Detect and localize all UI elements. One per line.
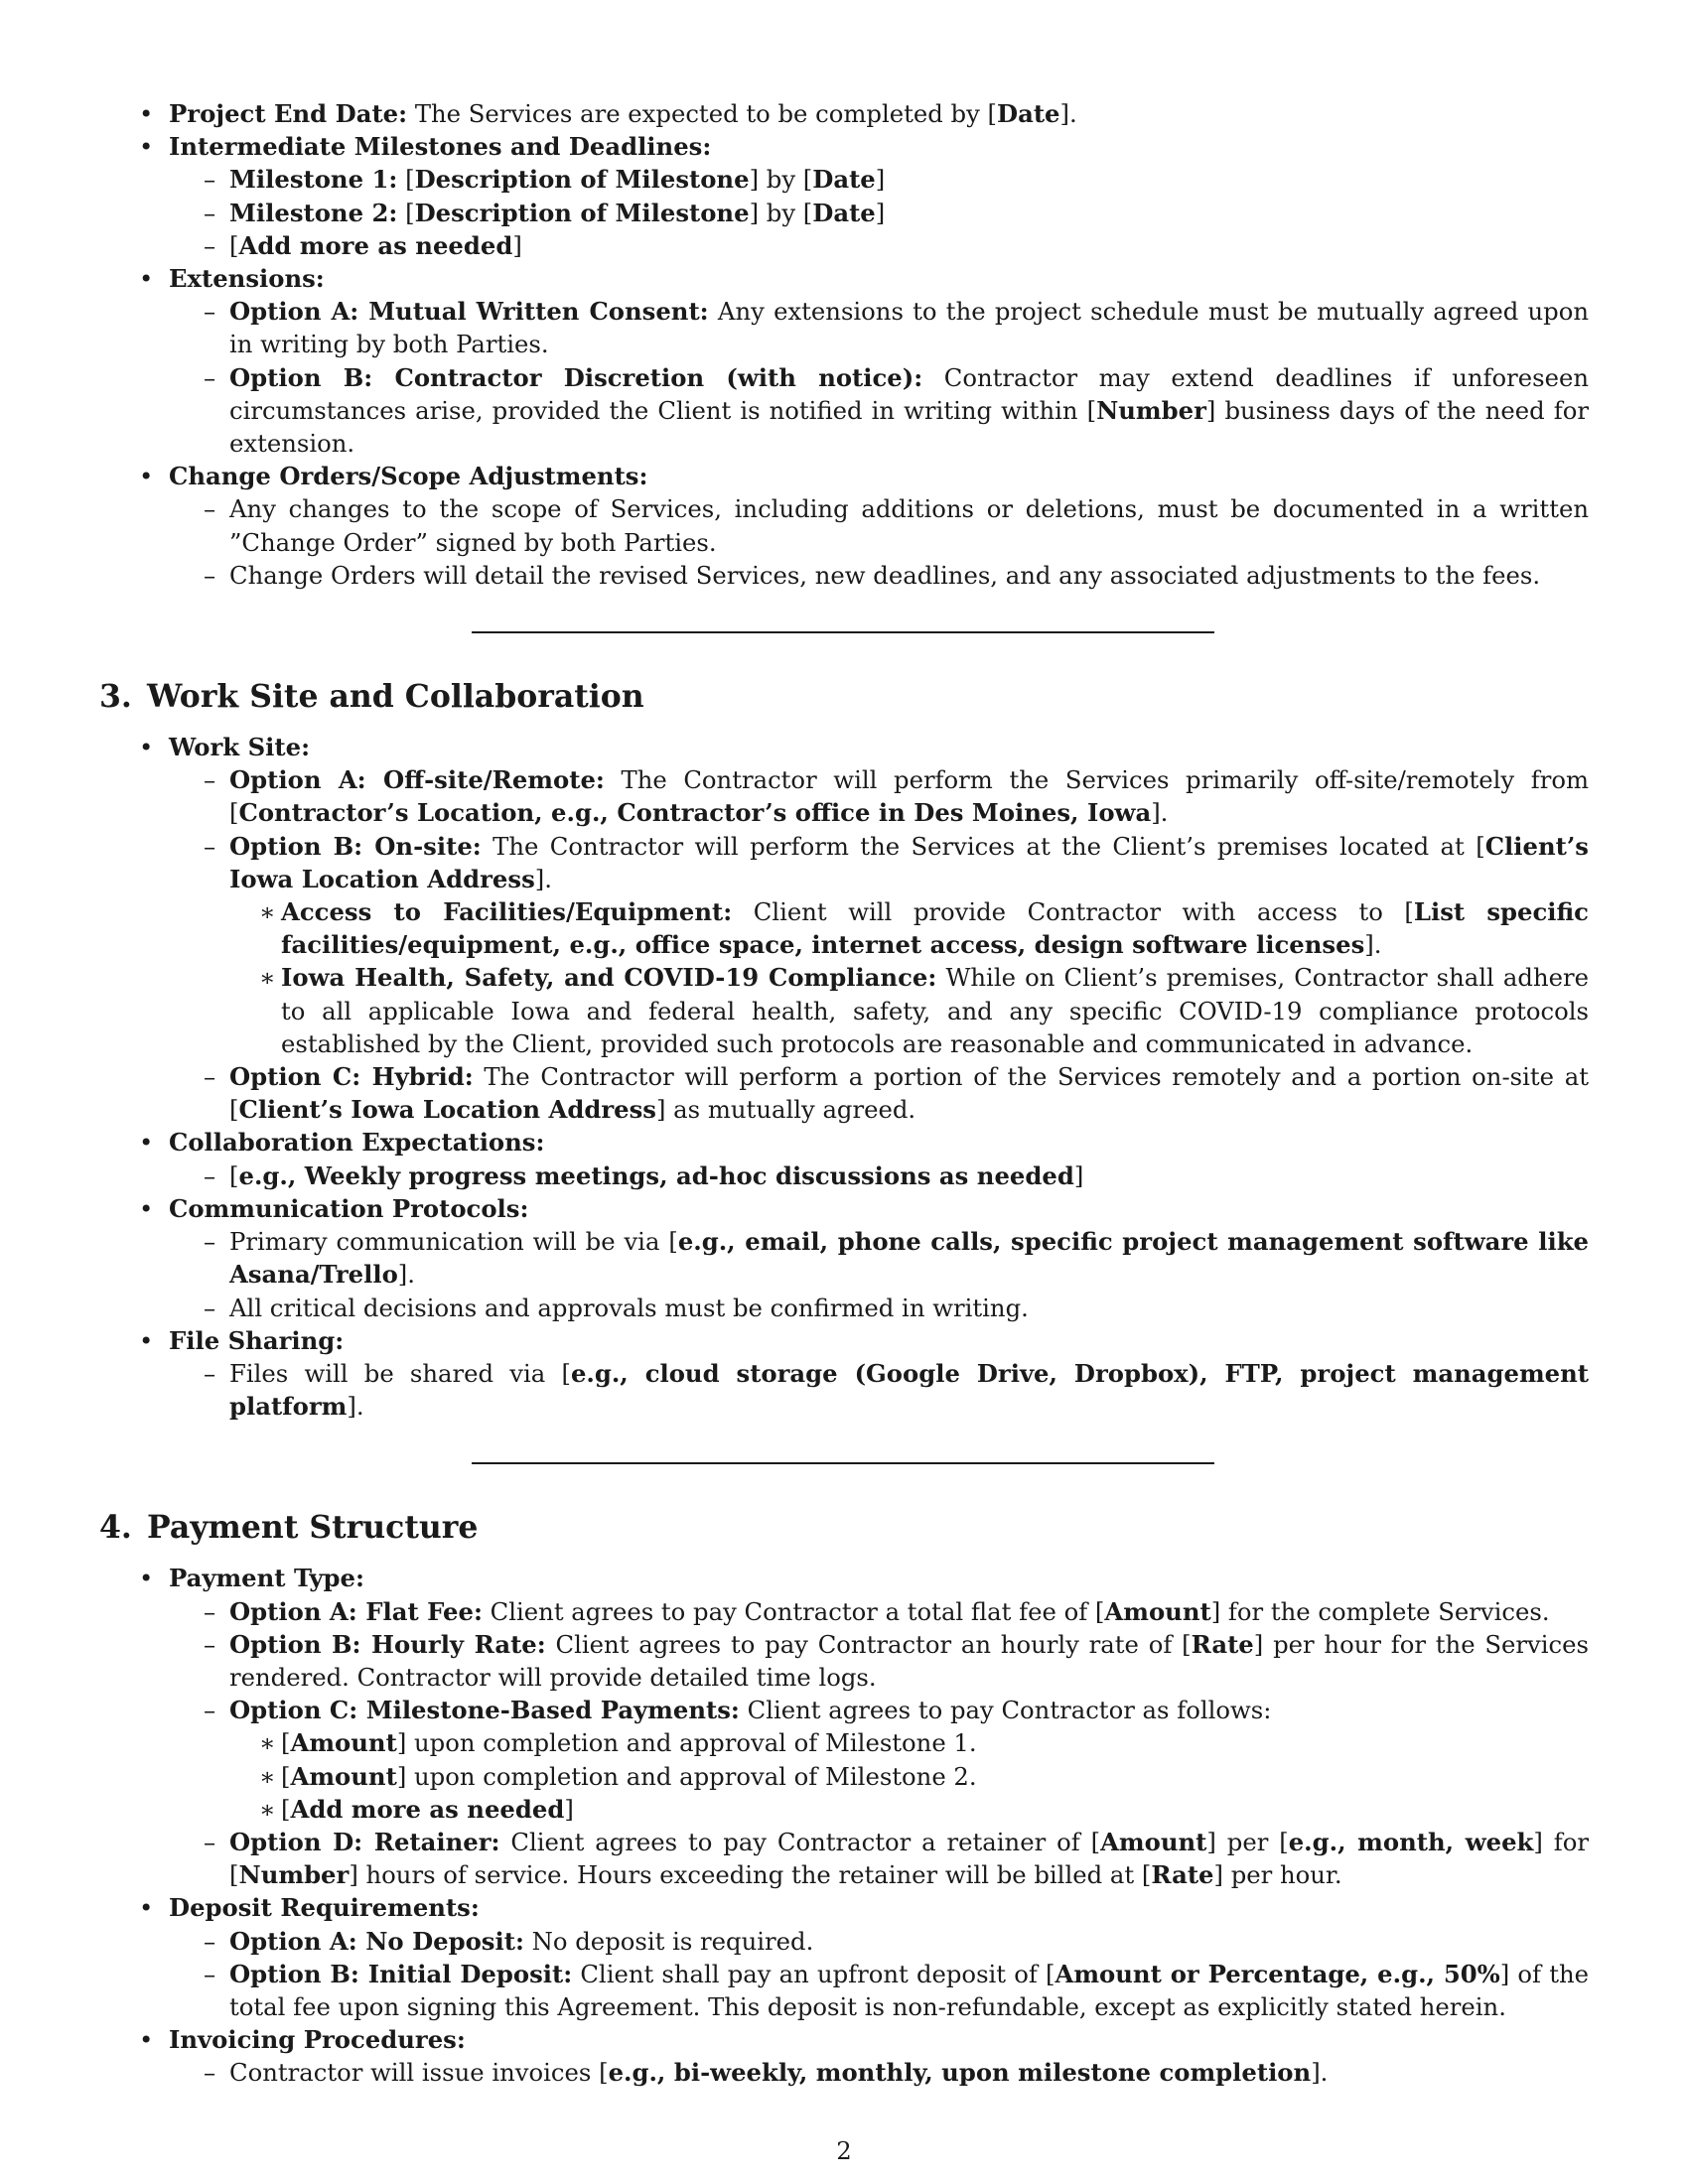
section-4-list — [99, 1562, 1589, 2089]
item-label: Intermediate Milestones and Deadlines: — [169, 132, 712, 162]
project-end-date-item — [99, 97, 1589, 130]
item-text: ]. — [347, 1392, 364, 1422]
item-label: Option B: Initial Deposit: — [229, 1959, 573, 1988]
placeholder: Contractor’s Location, e.g., Contractor’s office in Des Moines, Iowa — [238, 798, 1152, 828]
placeholder: Amount or Percentage, e.g., 50% — [1055, 1959, 1500, 1988]
milestone-1-item — [169, 163, 1589, 196]
extension-option-b — [169, 361, 1589, 461]
file-sharing-sublist — [169, 1357, 1589, 1423]
file-sharing-detail — [169, 1357, 1589, 1423]
communication-sublist — [169, 1225, 1589, 1324]
collaboration-item — [99, 1126, 1589, 1191]
on-site-sublist — [229, 895, 1589, 1060]
milestone-payment-2 — [229, 1760, 1589, 1793]
work-site-option-c — [169, 1060, 1589, 1126]
placeholder: Date — [812, 198, 876, 227]
item-text: Client agrees to pay Contractor as follows: — [739, 1696, 1272, 1725]
section-number: 3. — [99, 678, 132, 716]
section-3-list — [99, 731, 1589, 1423]
extensions-sublist — [169, 295, 1589, 460]
item-label: Work Site: — [169, 733, 311, 762]
milestones-sublist — [169, 163, 1589, 262]
item-text: Client agrees to pay Contractor an hourly rate of [ — [545, 1629, 1192, 1659]
placeholder: Amount — [290, 1728, 397, 1758]
placeholder: Description of Milestone — [414, 165, 750, 195]
page-number: 2 — [836, 2136, 852, 2165]
change-order-rule-2: – Change Orders will detail the revised Services, new deadlines, and any associated adjustments to the fees. — [169, 559, 1589, 592]
section-4-heading — [99, 1508, 1589, 1548]
item-label: Option A: No Deposit: — [229, 1926, 524, 1956]
item-text: ]. — [534, 864, 552, 893]
item-text: Client agrees to pay Contractor a total flat fee of [ — [482, 1596, 1105, 1626]
item-text: [ — [281, 1728, 291, 1758]
placeholder: Add more as needed — [290, 1794, 565, 1824]
item-text: ] hours of service. Hours exceeding the retainer will be billed at [ — [349, 1860, 1152, 1890]
work-site-sublist — [169, 763, 1589, 1126]
item-text: Files will be shared via [ — [229, 1358, 571, 1388]
item-label: Milestone 2: — [229, 198, 398, 227]
communication-primary — [169, 1225, 1589, 1291]
item-text: [ — [397, 198, 415, 227]
facilities-access-item — [229, 895, 1589, 961]
item-label: Option B: On-site: — [229, 831, 482, 861]
section-title: Work Site and Collaboration — [147, 678, 644, 716]
item-label: Deposit Requirements: — [169, 1893, 480, 1923]
item-text: The Contractor will perform a portion of the Services remotely and a portion on-site at [ — [229, 1062, 1589, 1125]
work-site-option-a — [169, 763, 1589, 829]
change-order-rule-1: – Any changes to the scope of Services, including additions or deletions, must be documented in a written ”Change Order” signed by both Parties. — [169, 492, 1589, 558]
placeholder: Number — [1096, 395, 1206, 425]
item-label: Project End Date: — [169, 99, 408, 128]
payment-type-item — [99, 1562, 1589, 1891]
item-label: Option A: Flat Fee: — [229, 1596, 483, 1626]
section-number: 4. — [99, 1509, 132, 1547]
placeholder: Amount — [290, 1761, 397, 1791]
placeholder: Description of Milestone — [414, 198, 750, 227]
item-text: Primary communication will be via [ — [229, 1227, 678, 1257]
file-sharing-item — [99, 1324, 1589, 1424]
item-text: [ — [397, 165, 415, 195]
deposit-option-a — [169, 1925, 1589, 1958]
item-label: Option A: Off-site/Remote: — [229, 765, 605, 795]
placeholder: Date — [812, 165, 876, 195]
payment-option-d — [169, 1826, 1589, 1891]
placeholder: e.g., bi-weekly, monthly, upon milestone completion — [608, 2058, 1312, 2088]
placeholder: Number — [238, 1860, 350, 1890]
item-text: ] — [512, 230, 522, 260]
placeholder: e.g., Weekly progress meetings, ad-hoc discussions as needed — [238, 1160, 1074, 1190]
item-text: Client will provide Contractor with access to [ — [732, 897, 1414, 927]
item-text: Client shall pay an upfront deposit of [ — [572, 1959, 1055, 1988]
item-label: Option C: Milestone-Based Payments: — [229, 1696, 740, 1725]
item-text: ] per hour for the Services rendered. Contractor will provide detailed time logs. — [229, 1629, 1589, 1692]
health-safety-item — [229, 961, 1589, 1060]
item-text: [ — [281, 1794, 291, 1824]
deposit-sublist — [169, 1925, 1589, 2024]
extensions-item — [99, 262, 1589, 460]
milestone-payment-more — [229, 1793, 1589, 1826]
item-text: Client agrees to pay Contractor a retainer of [ — [499, 1827, 1101, 1856]
item-text: ] — [875, 198, 886, 227]
item-text: [ — [229, 230, 239, 260]
item-text: ] per hour. — [1213, 1860, 1342, 1890]
payment-option-b — [169, 1628, 1589, 1694]
item-label: Milestone 1: — [229, 165, 398, 195]
extension-option-a — [169, 295, 1589, 360]
invoicing-item — [99, 2023, 1589, 2089]
item-text: ] upon completion and approval of Milestone 1. — [396, 1728, 977, 1758]
communication-confirmation: – All critical decisions and approvals must be confirmed in writing. — [169, 1292, 1589, 1324]
work-site-option-b — [169, 830, 1589, 1060]
item-text: ] business days of the need for extension. — [229, 395, 1589, 459]
item-text: No deposit is required. — [523, 1926, 814, 1956]
section-divider — [472, 631, 1214, 633]
placeholder: List specific facilities/equipment, e.g., office space, internet access, design software licenses — [281, 897, 1589, 960]
placeholder: e.g., cloud storage (Google Drive, Dropbox), FTP, project management platform — [229, 1358, 1589, 1422]
invoicing-detail — [169, 2056, 1589, 2089]
placeholder: Amount — [1104, 1596, 1211, 1626]
payment-type-sublist — [169, 1595, 1589, 1892]
milestone-payments-sublist — [229, 1726, 1589, 1826]
item-text: ] for [ — [229, 1827, 1589, 1890]
item-label: Option D: Retainer: — [229, 1827, 500, 1856]
item-label: Option B: Contractor Discretion (with notice): — [229, 362, 923, 392]
item-text: ] by [ — [749, 165, 813, 195]
item-text: ] — [875, 165, 886, 195]
placeholder: Client’s Iowa Location Address — [229, 831, 1589, 893]
placeholder: Rate — [1151, 1860, 1214, 1890]
section-divider — [472, 1462, 1214, 1464]
collaboration-detail — [169, 1160, 1589, 1192]
section-title: Payment Structure — [147, 1509, 479, 1547]
item-text: ] upon completion and approval of Milestone 2. — [396, 1761, 977, 1791]
item-text: ]. — [1151, 798, 1169, 828]
change-orders-sublist — [169, 492, 1589, 592]
item-text: [ — [281, 1761, 291, 1791]
item-text: Contractor will issue invoices [ — [229, 2058, 609, 2088]
item-label: Iowa Health, Safety, and COVID-19 Compliance: — [281, 963, 937, 993]
item-text: [ — [229, 1160, 239, 1190]
item-text: ]. — [1059, 99, 1077, 128]
payment-option-c — [169, 1694, 1589, 1826]
item-text: ] — [1073, 1160, 1084, 1190]
payment-option-a — [169, 1595, 1589, 1628]
placeholder: Add more as needed — [238, 230, 513, 260]
placeholder: Client’s Iowa Location Address — [238, 1095, 656, 1125]
item-text: While on Client’s premises, Contractor shall adhere to all applicable Iowa and federal health, safety, and any specific COVID-19 compliance protocols established by the Client, provided such protocols are reasonable and communicated in advance. — [281, 963, 1589, 1058]
item-text: ]. — [1364, 930, 1382, 960]
placeholder: e.g., email, phone calls, specific project management software like Asana/Trello — [229, 1227, 1589, 1290]
change-orders-item — [99, 460, 1589, 592]
milestone-2-item — [169, 197, 1589, 229]
item-text: ] for the complete Services. — [1210, 1596, 1550, 1626]
item-text: Any extensions to the project schedule must be mutually agreed upon in writing by both Parties. — [229, 297, 1589, 359]
item-label: File Sharing: — [169, 1325, 345, 1355]
item-text: ] of the total fee upon signing this Agreement. This deposit is non-refundable, except as explicitly stated herein. — [229, 1959, 1589, 2021]
placeholder: e.g., month, week — [1288, 1827, 1534, 1856]
section-3-heading — [99, 677, 1589, 717]
item-text: ] by [ — [749, 198, 813, 227]
item-label: Option C: Hybrid: — [229, 1062, 474, 1092]
communication-item — [99, 1192, 1589, 1324]
item-label: Invoicing Procedures: — [169, 2025, 466, 2055]
work-site-item — [99, 731, 1589, 1126]
item-label: Payment Type: — [169, 1564, 364, 1593]
deposit-item — [99, 1891, 1589, 2023]
item-text: ] — [564, 1794, 574, 1824]
item-label: Communication Protocols: — [169, 1193, 529, 1223]
item-text: ] as mutually agreed. — [655, 1095, 916, 1125]
item-label: Collaboration Expectations: — [169, 1128, 545, 1158]
placeholder: Amount — [1100, 1827, 1207, 1856]
item-label: Option B: Hourly Rate: — [229, 1629, 546, 1659]
item-text: Contractor may extend deadlines if unforeseen circumstances arise, provided the Client is notified in writing within [ — [229, 362, 1589, 425]
milestones-item — [99, 130, 1589, 262]
item-text: The Services are expected to be completed by [ — [407, 99, 997, 128]
milestone-more-item — [169, 229, 1589, 262]
item-text: The Contractor will perform the Services primarily off-site/remotely from [ — [229, 765, 1589, 828]
invoicing-sublist — [169, 2056, 1589, 2089]
item-text: The Contractor will perform the Services at the Client’s premises located at [ — [481, 831, 1485, 861]
item-label: Change Orders/Scope Adjustments: — [169, 462, 648, 491]
deposit-option-b — [169, 1958, 1589, 2023]
item-text: ]. — [397, 1260, 415, 1290]
milestone-payment-1 — [229, 1726, 1589, 1759]
placeholder-date: Date — [997, 99, 1060, 128]
item-text: ] per [ — [1206, 1827, 1289, 1856]
item-label: Access to Facilities/Equipment: — [281, 897, 733, 927]
document-page — [99, 97, 1589, 2090]
item-label: Option A: Mutual Written Consent: — [229, 297, 709, 327]
schedule-list — [99, 97, 1589, 592]
item-text: ]. — [1311, 2058, 1329, 2088]
item-label: Extensions: — [169, 264, 325, 294]
collaboration-sublist — [169, 1160, 1589, 1192]
placeholder: Rate — [1191, 1629, 1254, 1659]
